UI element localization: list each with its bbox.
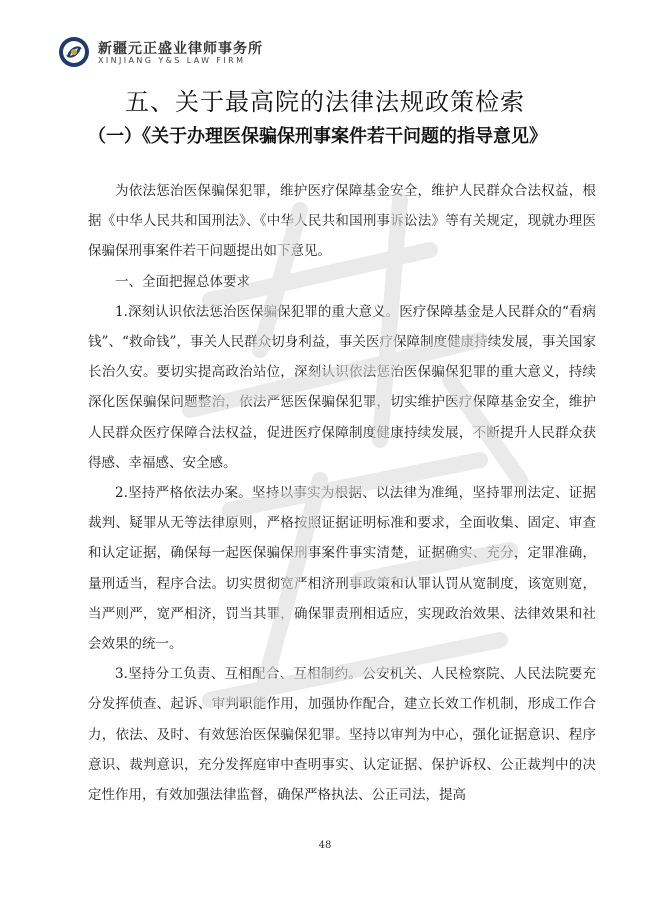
page-number: 48 [318,840,332,851]
firm-header [58,36,318,70]
heading-overall-requirements: 一、全面把握总体要求 [115,273,250,290]
paragraph-1: 1.深刻认识依法惩治医保骗保犯罪的重大意义。医疗保障基金是人民群众的“看病钱”、“救命钱”，事关人民群众切身利益，事关医疗保障制度健康持续发展，事关国家长治久安。要切实提高政治站位，深刻认识依法惩治医保骗保犯罪的重大意义，持续深化医保骗保问题整治，依法严惩医保骗保犯罪，切实维护医疗保障基金安全，维护人民群众医疗保障合法权益，促进医疗保障制度健康持续发展，不断提升人民群众获得感、幸福感、安全感。 [88,303,596,471]
document-body [88,176,596,810]
paragraph-2: 2.坚持严格依法办案。坚持以事实为根据、以法律为准绳，坚持罪刑法定、证据裁判、疑罪从无等法律原则，严格按照证据证明标准和要求，全面收集、固定、审查和认定证据，确保每一起医保骗保刑事案件事实清楚，证据确实、充分，定罪准确，量刑适当，程序合法。切实贯彻宽严相济刑事政策和认罪认罚从宽制度，该宽则宽，当严则严，宽严相济，罚当其罪，确保罪责刑相适应，实现政治效果、法律效果和社会效果的统一。 [88,485,596,653]
firm-logo-icon [58,36,90,68]
sub-title: （一）《关于办理医保骗保刑事案件若干问题的指导意见》 [88,126,547,147]
section-title: 五、关于最高院的法律法规政策检索 [125,88,525,116]
firm-name-cn: 新疆元正盛业律师事务所 [98,41,263,57]
paragraph-3: 3.坚持分工负责、互相配合、互相制约。公安机关、人民检察院、人民法院要充分发挥侦查、起诉、审判职能作用，加强协作配合，建立长效工作机制，形成工作合力，依法、及时、有效惩治医保骗保犯罪。坚持以审判为中心，强化证据意识、程序意识、裁判意识，充分发挥庭审中查明事实、认定证据、保护诉权、公正裁判中的决定性作用，有效加强法律监督，确保严格执法、公正司法，提高 [88,666,596,804]
firm-name-en: XINJIANG Y&S LAW FIRM [98,56,246,65]
intro-paragraph: 为依法惩治医保骗保犯罪，维护医疗保障基金安全，维护人民群众合法权益，根据《中华人民共和国刑法》、《中华人民共和国刑事诉讼法》等有关规定，现就办理医保骗保刑事案件若干问题提出如下意见。 [88,183,596,260]
